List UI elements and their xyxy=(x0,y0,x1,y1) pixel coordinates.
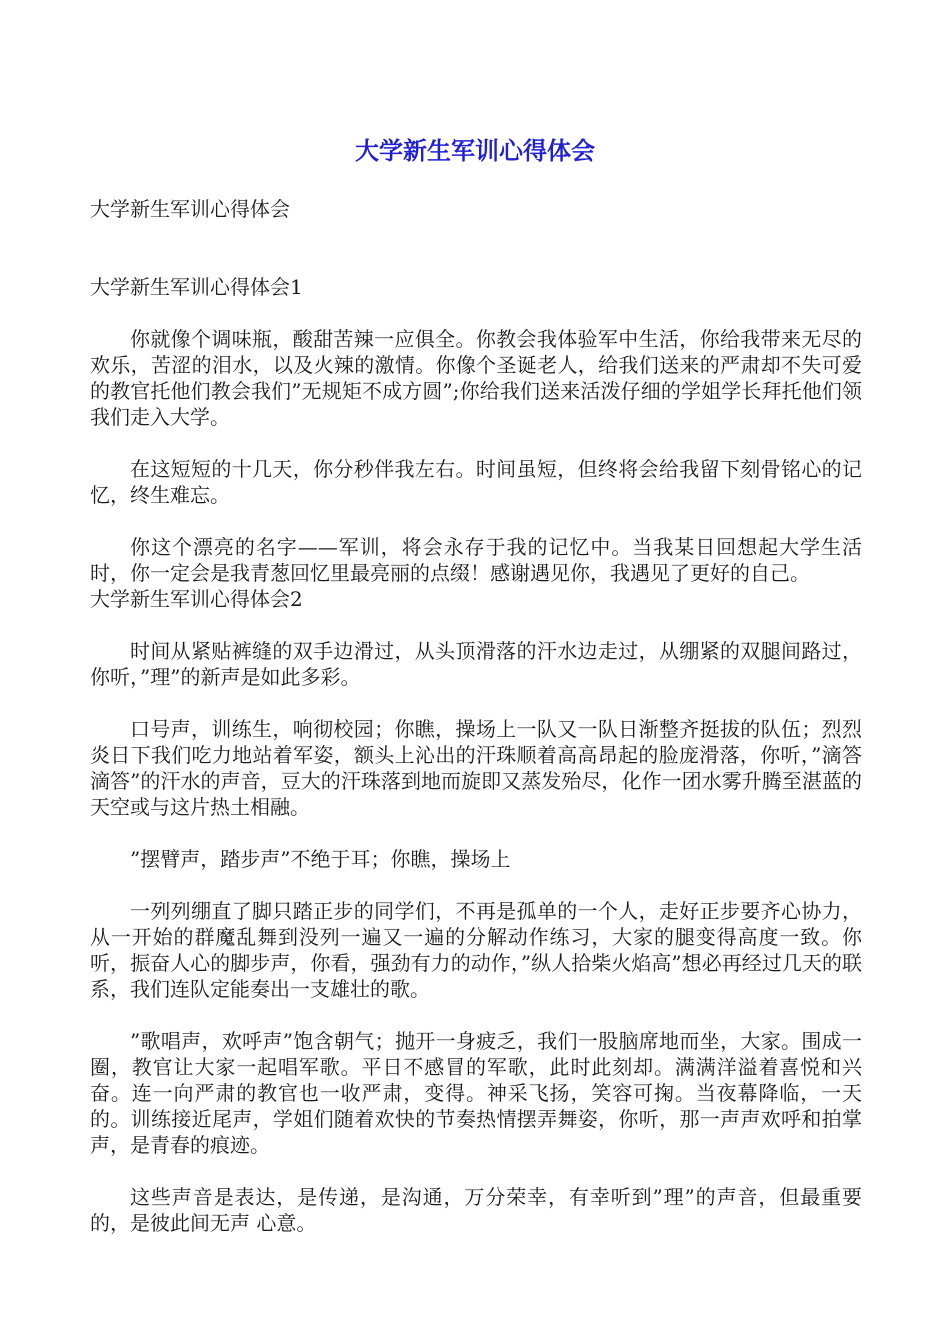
section-1-paragraph: 在这短短的十几天，你分秒伴我左右。时间虽短，但终将会给我留下刻骨铭心的记忆，终生难忘。 xyxy=(90,457,862,507)
document-subtitle: 大学新生军训心得体会 xyxy=(90,197,290,221)
document-body xyxy=(90,196,862,1236)
section-2-paragraph: 一列列绷直了脚只踏正步的同学们，不再是孤单的一个人，走好正步要齐心协力，从一开始的群魔乱舞到没列一遍又一遍的分解动作练习，大家的腿变得高度一致。你听，振奋人心的脚步声，你看，强劲有力的动作，”纵人拾柴火焰高”想必再经过几天的联系，我们连队定能奏出一支雄壮的歌。 xyxy=(90,899,862,1001)
section-2-paragraph: 这些声音是表达，是传递，是沟通，万分荣幸，有幸听到”理”的声音，但最重要的，是彼此间无声 心意。 xyxy=(90,1185,862,1235)
section-1-paragraph: 你就像个调味瓶，酸甜苦辣一应俱全。你教会我体验军中生活，你给我带来无尽的欢乐，苦涩的泪水，以及火辣的激情。你像个圣诞老人，给我们送来的严肃却不失可爱的教官托他们教会我们”无规矩不成方圆”;你给我们送来活泼仔细的学姐学长拜托他们领我们走入大学。 xyxy=(90,327,862,429)
section-1-paragraph: 你这个漂亮的名字——军训，将会永存于我的记忆中。当我某日回想起大学生活时，你一定会是我青葱回忆里最亮丽的点缀！感谢遇见你，我遇见了更好的自己。 xyxy=(90,535,862,585)
section-2-paragraph: ”摆臂声，踏步声”不绝于耳；你瞧，操场上 xyxy=(130,847,511,871)
document-title: 大学新生军训心得体会 xyxy=(355,137,595,165)
section-1-heading: 大学新生军训心得体会1 xyxy=(90,275,303,299)
section-2-paragraph: ”歌唱声，欢呼声”饱含朝气；抛开一身疲乏，我们一股脑席地而坐，大家。围成一圈，教官让大家一起唱军歌。平日不感冒的军歌，此时此刻却。满满洋溢着喜悦和兴奋。连一向严肃的教官也一收严肃，变得。神采飞扬，笑容可掬。当夜幕降临，一天的。训练接近尾声，学姐们随着欢快的节奏热情摆弄舞姿，你听，那一声声欢呼和拍掌声，是青春的痕迹。 xyxy=(90,1029,862,1157)
section-2-paragraph: 口号声，训练生，响彻校园；你瞧，操场上一队又一队日渐整齐挺拔的队伍；烈烈炎日下我们吃力地站着军姿，额头上沁出的汗珠顺着高高昂起的脸庞滑落，你听，”滴答滴答”的汗水的声音，豆大的汗珠落到地而旋即又蒸发殆尽，化作一团水雾升腾至湛蓝的天空或与这片热土相融。 xyxy=(90,717,862,819)
section-2-heading: 大学新生军训心得体会2 xyxy=(90,587,303,611)
section-2-paragraph: 时间从紧贴裤缝的双手边滑过，从头顶滑落的汗水边走过，从绷紧的双腿间路过，你听，”理”的新声是如此多彩。 xyxy=(90,639,862,689)
